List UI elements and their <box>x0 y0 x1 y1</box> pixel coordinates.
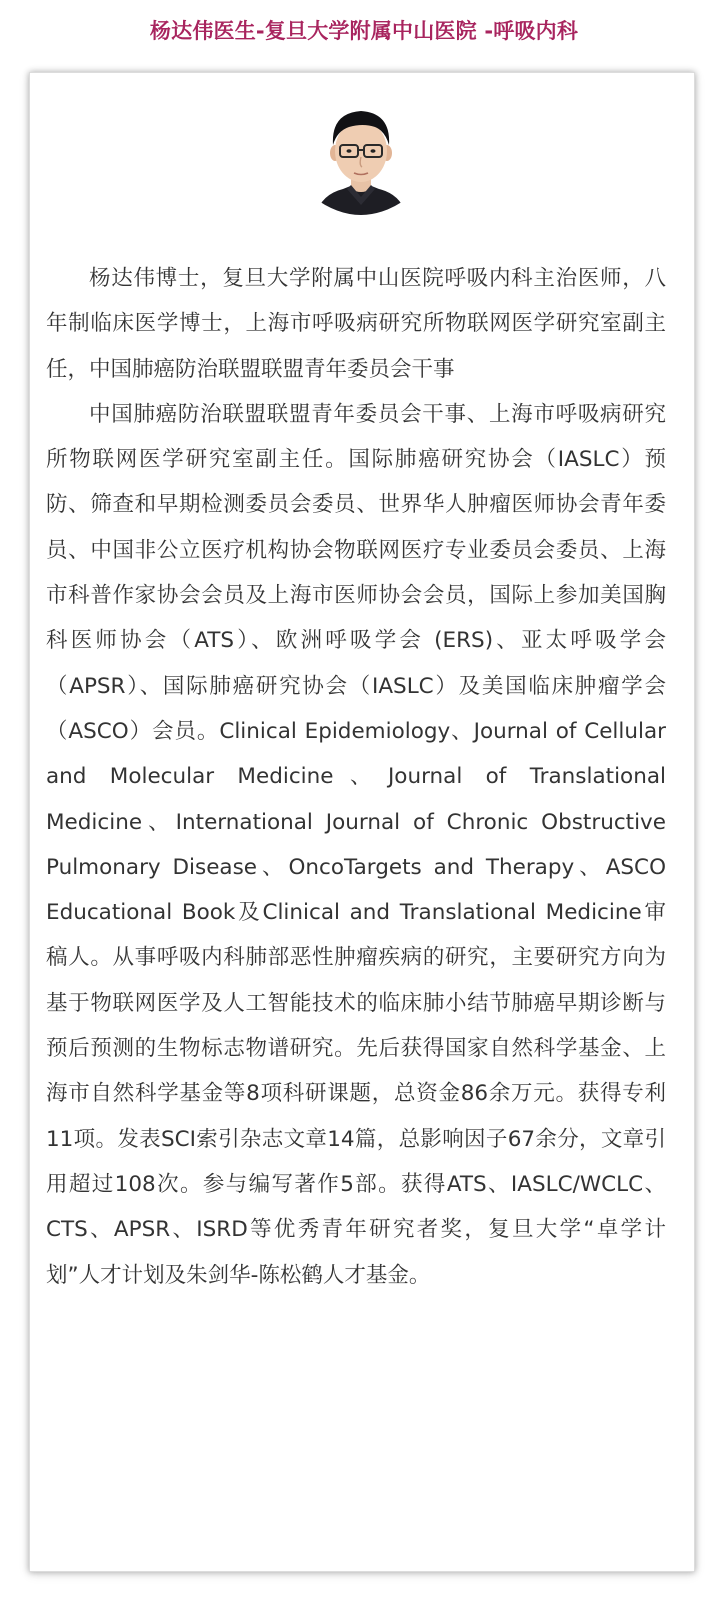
bio-text <box>46 256 666 1298</box>
page-title: 杨达伟医生-复旦大学附属中山医院 -呼吸内科 <box>149 19 579 43</box>
profile-card <box>29 72 695 1572</box>
bio-paragraph: 中国肺癌防治联盟联盟青年委员会干事、上海市呼吸病研究所物联网医学研究室副主任。国际肺癌研究协会（IASLC）预防、筛查和早期检测委员会委员、世界华人肿瘤医师协会青年委员、中国非公立医疗机构协会物联网医疗专业委员会委员、上海市科普作家协会会员及上海市医师协会会员，国际上参加美国胸科医师协会（ATS）、欧洲呼吸学会 (ERS)、亚太呼吸学会（APSR）、国际肺癌研究协会（IASLC）及美国临床肿瘤学会（ASCO）会员。Clinical Epidemiology、Journal of Cellular and Molecular Medicine、Journal of Translational Medicine、International Journal of Chronic Obstructive Pulmonary Disease、OncoTargets and Therapy、ASCO Educational Book及Clinical and Translational Medicine审稿人。从事呼吸内科肺部恶性肿瘤疾病的研究，主要研究方向为基于物联网医学及人工智能技术的临床肺小结节肺癌早期诊断与预后预测的生物标志物谱研究。先后获得国家自然科学基金、上海市自然科学基金等8项科研课题，总资金86余万元。获得专利11项。发表SCI索引杂志文章14篇，总影响因子67余分，文章引用超过108次。参与编写著作5部。获得ATS、IASLC/WCLC、CTS、APSR、ISRD等优秀青年研究者奖，复旦大学“卓学计划”人才计划及朱剑华-陈松鹤人才基金。 <box>46 401 666 1288</box>
bio-paragraph: 杨达伟博士，复旦大学附属中山医院呼吸内科主治医师，八年制临床医学博士，上海市呼吸病研究所物联网医学研究室副主任，中国肺癌防治联盟联盟青年委员会干事 <box>46 266 666 382</box>
doctor-portrait-icon <box>313 101 409 219</box>
